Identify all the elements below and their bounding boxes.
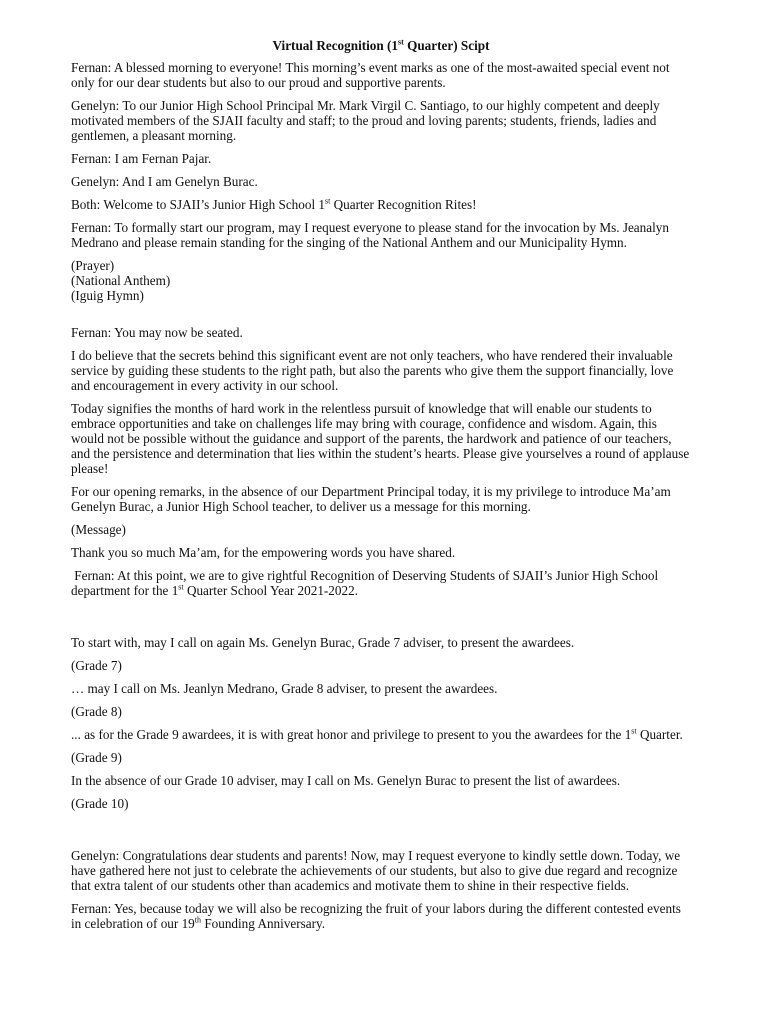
document-body <box>71 38 691 939</box>
paragraph-greeting: Genelyn: To our Junior High School Principal Mr. Mark Virgil C. Santiago, to our highly competent and deeply motivated members of the SJAII faculty and staff; to the proud and loving parents; students, friends, ladies and gentlemen, a pleasant morning. <box>71 98 660 143</box>
paragraph-fernan-intro: Fernan: I am Fernan Pajar. <box>71 151 212 166</box>
paragraph-opening-remarks: For our opening remarks, in the absence of our Department Principal today, it is my privilege to introduce Ma’am Genelyn Burac, a Junior High School teacher, to deliver us a message for this morning. <box>71 484 671 514</box>
paragraph-invocation: Fernan: To formally start our program, may I request everyone to please stand for the invocation by Ms. Jeanalyn Medrano and please remain standing for the singing of the National Anthem and our Municipality Hymn. <box>71 220 669 250</box>
paragraph-teachers-parents: I do believe that the secrets behind this significant event are not only teachers, who have rendered their invaluable service by guiding these students to the right path, but also the parents who give them the support financially, love and encouragement in every activity in our school. <box>71 348 674 393</box>
paragraph-thank-you: Thank you so much Ma’am, for the empowering words you have shared. <box>71 545 456 560</box>
paragraph-seated: Fernan: You may now be seated. <box>71 325 243 340</box>
title-text-end: Quarter) Scipt <box>403 38 490 53</box>
document-title <box>71 38 691 53</box>
program-item-prayer: (Prayer) <box>71 258 115 273</box>
paragraph-grade9-call: ... as for the Grade 9 awardees, it is with great honor and privilege to present to you the awardees for the 1st Quarter. <box>71 726 683 742</box>
paragraph-grade8: (Grade 8) <box>71 704 122 719</box>
title-text: Virtual Recognition (1 <box>272 38 399 53</box>
paragraph-welcome: Both: Welcome to SJAII’s Junior High School 1st Quarter Recognition Rites! <box>71 196 477 212</box>
spacer <box>71 303 691 325</box>
spacer <box>71 819 691 848</box>
program-item-anthem: (National Anthem) <box>71 273 171 288</box>
paragraph-today: Today signifies the months of hard work in the relentless pursuit of knowledge that will enable our students to embrace opportunities and take on challenges life may bring with courage, confidence and wisdom. Again, this would not be possible without the guidance and support of the parents, the hardwork and patience of our teachers, and the persistence and determination that lies within the student’s hearts. Please give yourselves a round of applause please! <box>71 401 690 476</box>
paragraph-recognition: Fernan: At this point, we are to give rightful Recognition of Deserving Students of SJAII’s Junior High School department for the 1st Quarter School Year 2021-2022. <box>71 568 662 598</box>
program-item-hymn: (Iguig Hymn) <box>71 288 144 303</box>
paragraph-grade8-call: … may I call on Ms. Jeanlyn Medrano, Grade 8 adviser, to present the awardees. <box>71 681 498 696</box>
paragraph-founding-anniversary: Fernan: Yes, because today we will also be recognizing the fruit of your labors during the different contested events in celebration of our 19th Founding Anniversary. <box>71 901 681 931</box>
paragraph-genelyn-intro: Genelyn: And I am Genelyn Burac. <box>71 174 258 189</box>
title-superscript: st <box>398 37 404 47</box>
paragraph-grade7: (Grade 7) <box>71 658 122 673</box>
paragraph-program-items <box>71 258 691 303</box>
paragraph-congratulations: Genelyn: Congratulations dear students and parents! Now, may I request everyone to kindly settle down. Today, we have gathered here not just to celebrate the achievements of our students, but also to give due regard and recognize that extra talent of our students other than academics and motivate them to shine in their respective fields. <box>71 848 681 893</box>
paragraph-grade7-call: To start with, may I call on again Ms. Genelyn Burac, Grade 7 adviser, to present the awardees. <box>71 635 575 650</box>
paragraph-message: (Message) <box>71 522 126 537</box>
paragraph-grade10-call: In the absence of our Grade 10 adviser, may I call on Ms. Genelyn Burac to present the list of awardees. <box>71 773 621 788</box>
paragraph-opening: Fernan: A blessed morning to everyone! This morning’s event marks as one of the most-awaited special event not only for our dear students but also to our proud and supportive parents. <box>71 60 670 90</box>
paragraph-grade10: (Grade 10) <box>71 796 129 811</box>
spacer <box>71 606 691 635</box>
paragraph-grade9: (Grade 9) <box>71 750 122 765</box>
